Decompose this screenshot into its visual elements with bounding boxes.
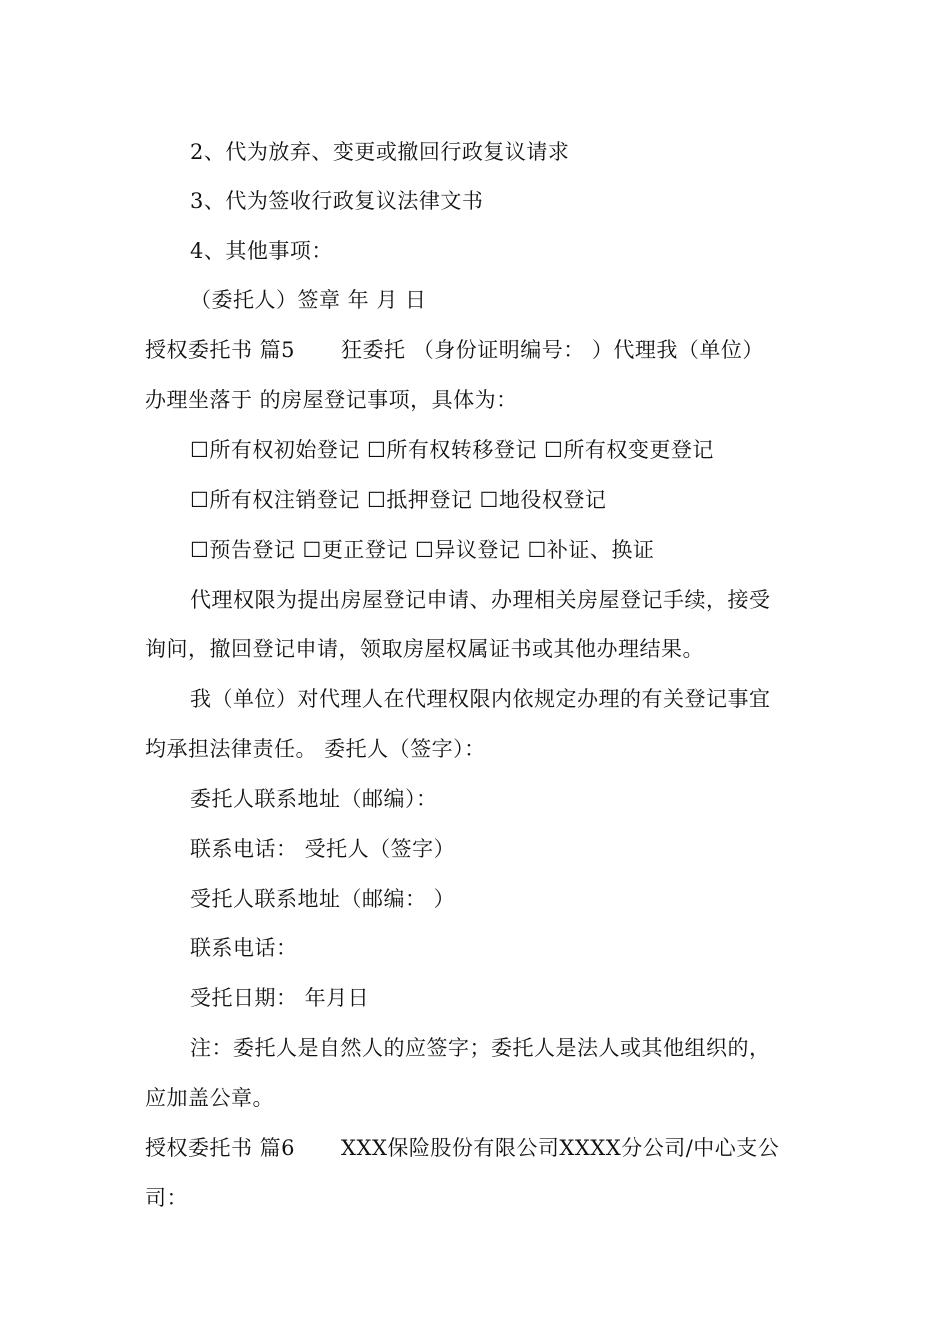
principal-phone-line: 联系电话： 受托人（签字） <box>190 837 456 861</box>
section6-first-line <box>145 1132 810 1164</box>
section5-first-line-text: 狂委托 （身份证明编号： ）代理我（单位） <box>341 338 764 362</box>
item-3-line: 3、代为签收行政复议法律文书 <box>190 189 484 213</box>
liability-paragraph-line-1: 我（单位）对代理人在代理权限内依规定办理的有关登记事宜 <box>190 687 771 711</box>
section6-first-line-text: XXX保险股份有限公司XXXX分公司/中心支公 <box>341 1136 780 1160</box>
section5-first-line <box>145 334 810 366</box>
principal-address-line: 委托人联系地址（邮编）： <box>190 787 438 811</box>
section5-continuation: 办理坐落于 的房屋登记事项，具体为： <box>145 388 518 412</box>
signature-date-line: （委托人）签章 年 月 日 <box>190 288 427 312</box>
section5-heading: 授权委托书 篇5 <box>145 338 296 362</box>
agent-phone-line: 联系电话： <box>190 936 298 960</box>
options-row-1: ☐所有权初始登记 ☐所有权转移登记 ☐所有权变更登记 <box>190 438 714 462</box>
options-row-2: ☐所有权注销登记 ☐抵押登记 ☐地役权登记 <box>190 488 607 512</box>
scope-paragraph-line-2: 询问，撤回登记申请，领取房屋权属证书或其他办理结果。 <box>145 637 704 661</box>
agent-address-line: 受托人联系地址（邮编： ） <box>190 887 456 911</box>
entrust-date-line: 受托日期： 年月日 <box>190 986 370 1010</box>
note-line-1: 注：委托人是自然人的应签字；委托人是法人或其他组织的， <box>190 1036 771 1060</box>
item-2-line: 2、代为放弃、变更或撤回行政复议请求 <box>190 140 570 164</box>
liability-paragraph-line-2: 均承担法律责任。 委托人（签字）： <box>145 737 486 761</box>
item-4-line: 4、其他事项： <box>190 239 333 263</box>
section6-continuation: 司： <box>145 1186 188 1210</box>
scope-paragraph-line-1: 代理权限为提出房屋登记申请、办理相关房屋登记手续，接受 <box>190 588 771 612</box>
note-line-2: 应加盖公章。 <box>145 1086 274 1110</box>
options-row-3: ☐预告登记 ☐更正登记 ☐异议登记 ☐补证、换证 <box>190 538 655 562</box>
section6-heading: 授权委托书 篇6 <box>145 1136 296 1160</box>
